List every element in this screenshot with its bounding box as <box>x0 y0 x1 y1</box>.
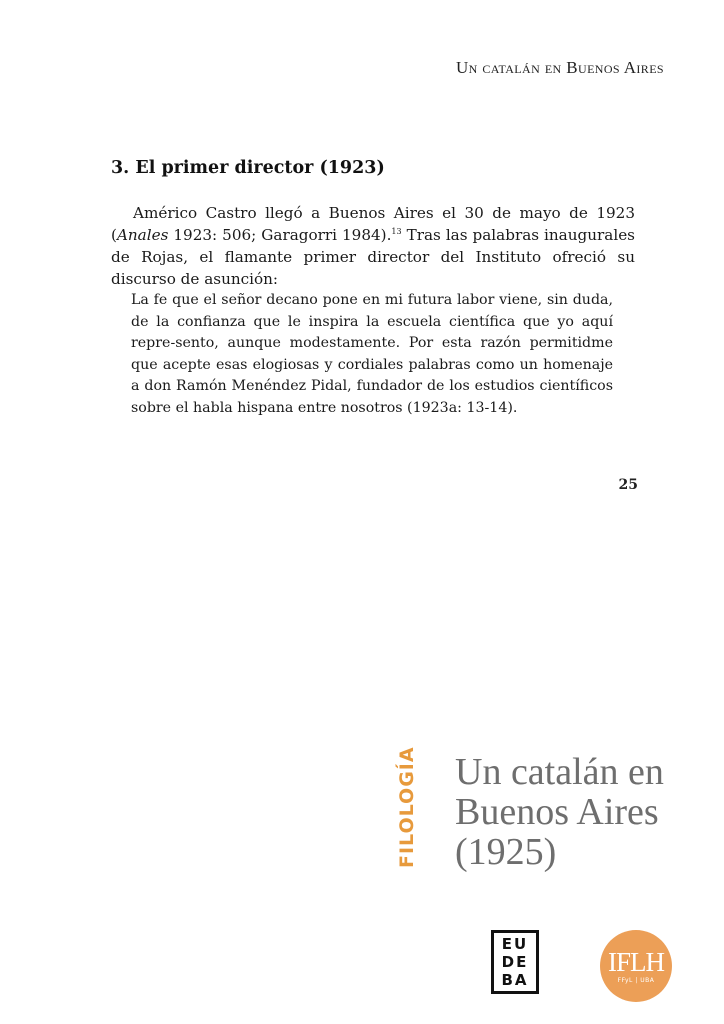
eudeba-logo-row-2: DE <box>501 953 529 971</box>
eudeba-logo-row-1: EU <box>501 935 529 953</box>
eudeba-logo <box>491 930 539 994</box>
section-title: 3. El primer director (1923) <box>111 158 385 178</box>
book-title-line-2: Buenos Aires <box>455 791 659 833</box>
body-italic: Anales <box>116 226 169 244</box>
body-text-3: Tras las palabras inaugurales de Rojas, el flamante primer director del Instituto ofreció su discurso de asunción: <box>111 226 635 288</box>
eudeba-logo-row-3: BA <box>501 971 529 989</box>
book-title-line-1: Un catalán en <box>455 751 664 793</box>
body-text-2: 1923: 506; Garagorri 1984). <box>168 226 392 244</box>
body-paragraph <box>111 202 635 290</box>
running-head: Un catalán en Buenos Aires <box>455 58 664 77</box>
body-text-1: Américo Castro llegó a Buenos Aires el 30 de mayo de 1923 ( <box>111 204 635 244</box>
iflh-logo <box>600 930 672 1002</box>
page-number: 25 <box>618 477 638 493</box>
footnote-ref[interactable]: 13 <box>391 227 402 236</box>
iflh-logo-subtext: FFyL | UBA <box>617 976 655 984</box>
book-title-line-3: (1925) <box>455 831 557 873</box>
block-quote: La fe que el señor decano pone en mi futura labor viene, sin duda, de la confianza que le inspira la escuela científica que yo aquí repre-sento, aunque modestamente. Por esta razón permitidme que acepte esas elogiosas y cordiales palabras como un homenaje a don Ramón Menéndez Pidal, fundador de los estudios científicos sobre el habla hispana entre nosotros (1923a: 13-14). <box>131 292 613 416</box>
series-label: FILOLOGÍA <box>396 746 418 868</box>
iflh-logo-text: IFLH <box>608 946 664 977</box>
book-title <box>455 752 705 872</box>
